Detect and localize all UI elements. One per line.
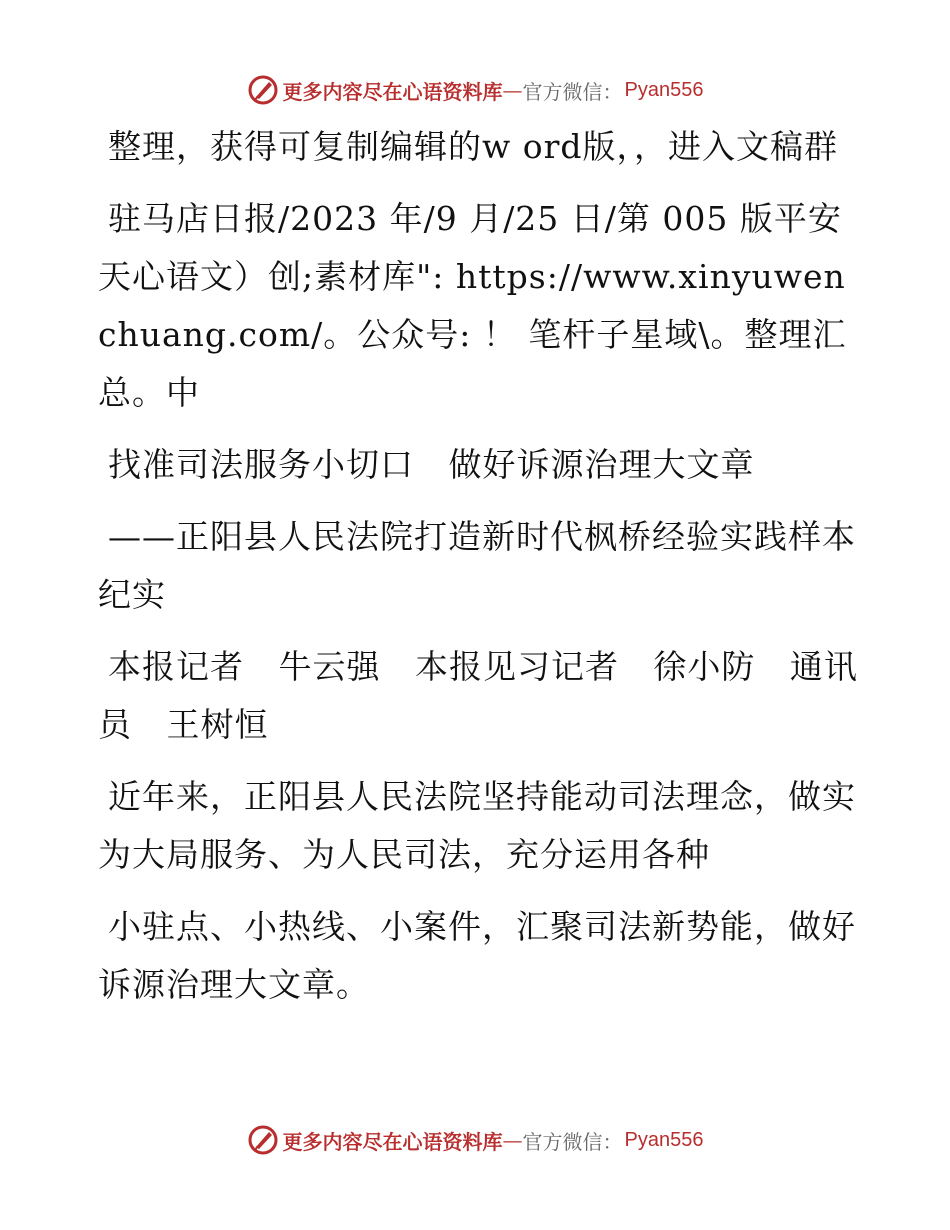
- watermark-wechat-label: 官方微信：: [522, 1129, 623, 1154]
- paragraph-1: 整理，获得可复制编辑的w ord版，，进入文稿群: [108, 127, 839, 166]
- watermark-wechat-label: 官方微信：: [522, 79, 623, 104]
- document-body: [98, 118, 858, 1028]
- header-watermark: [0, 70, 950, 110]
- article-subtitle: ——正阳县人民法院打造新时代枫桥经验实践样本纪实: [98, 517, 856, 614]
- paragraph-6: 近年来，正阳县人民法院坚持能动司法理念，做实为大局服务、为人民司法，充分运用各种: [98, 777, 856, 874]
- quill-logo-icon: [247, 1124, 279, 1156]
- watermark-wechat-id: Pyan556: [624, 78, 704, 101]
- watermark-wechat-id: Pyan556: [624, 1128, 704, 1151]
- footer-watermark: [0, 1120, 950, 1160]
- byline: 本报记者 牛云强 本报见习记者 徐小防 通讯员 王树恒: [98, 647, 858, 744]
- watermark-text: 更多内容尽在心语资料库: [282, 1129, 503, 1154]
- watermark-separator: —: [502, 78, 523, 102]
- watermark-separator: —: [502, 1128, 523, 1152]
- article-title: 找准司法服务小切口 做好诉源治理大文章: [108, 445, 755, 484]
- paragraph-2: 驻马店日报/2023 年/9 月/25 日/第 005 版平安天心语文）创;素材库": https://www.xinyuwenchuang.com/。公众号: ！ 笔杆子星域\。整理汇总。中: [98, 199, 847, 412]
- quill-logo-icon: [247, 74, 279, 106]
- watermark-text: 更多内容尽在心语资料库: [282, 79, 503, 104]
- paragraph-7: 小驻点、小热线、小案件，汇聚司法新势能，做好诉源治理大文章。: [98, 907, 856, 1004]
